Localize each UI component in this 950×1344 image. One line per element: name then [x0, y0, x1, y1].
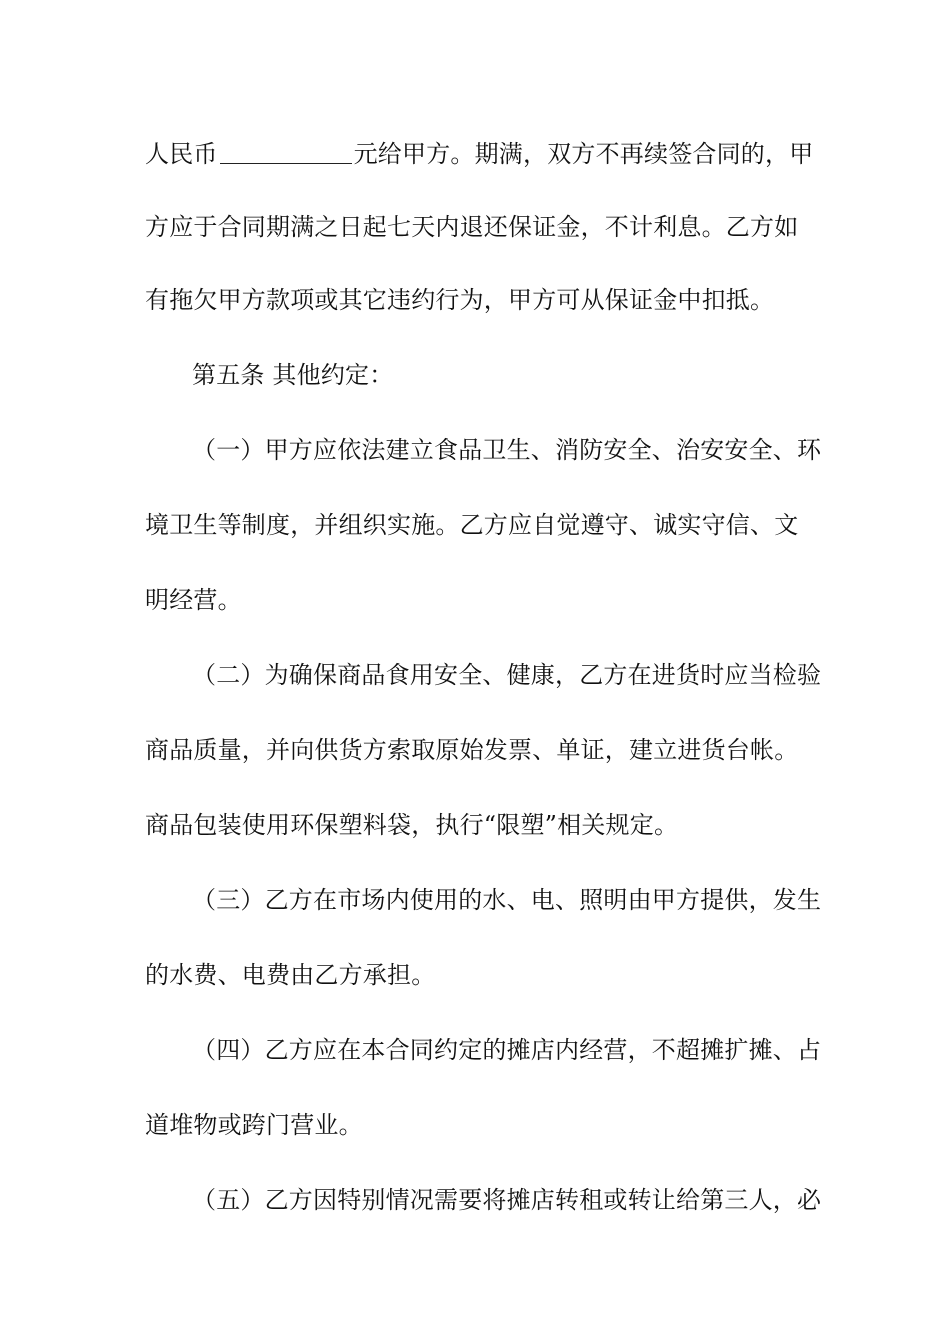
clause-1-line-2: 境卫生等制度，并组织实施。乙方应自觉遵守、诚实守信、文 [145, 511, 799, 539]
text-line-1 [145, 136, 825, 172]
clause-3-line-1: （三）乙方在市场内使用的水、电、照明由甲方提供，发生 [192, 886, 822, 914]
clause-2-line-2: 商品质量，并向供货方索取原始发票、单证，建立进货台帐。 [145, 736, 799, 764]
clause-5-line-1: （五）乙方因特别情况需要将摊店转租或转让给第三人，必 [192, 1186, 822, 1214]
clause-1-line-1: （一）甲方应依法建立食品卫生、消防安全、治安安全、环 [192, 436, 822, 464]
text-line-2: 方应于合同期满之日起七天内退还保证金，不计利息。乙方如 [145, 213, 799, 241]
clause-2-line-1: （二）为确保商品食用安全、健康，乙方在进货时应当检验 [192, 661, 822, 689]
clause-4-line-2: 道堆物或跨门营业。 [145, 1111, 363, 1139]
text-line-3: 有拖欠甲方款项或其它违约行为，甲方可从保证金中扣抵。 [145, 286, 775, 314]
section-heading: 第五条 其他约定： [192, 361, 394, 389]
clause-4-line-1: （四）乙方应在本合同约定的摊店内经营，不超摊扩摊、占 [192, 1036, 822, 1064]
text-segment: 元给甲方。期满，双方不再续签合同的，甲 [353, 140, 814, 168]
text-segment: 人民币 [145, 140, 218, 168]
fill-in-blank [220, 141, 352, 164]
clause-1-line-3: 明经营。 [145, 586, 242, 614]
clause-3-line-2: 的水费、电费由乙方承担。 [145, 961, 436, 989]
clause-2-line-3: 商品包装使用环保塑料袋，执行“限塑”相关规定。 [145, 811, 679, 839]
